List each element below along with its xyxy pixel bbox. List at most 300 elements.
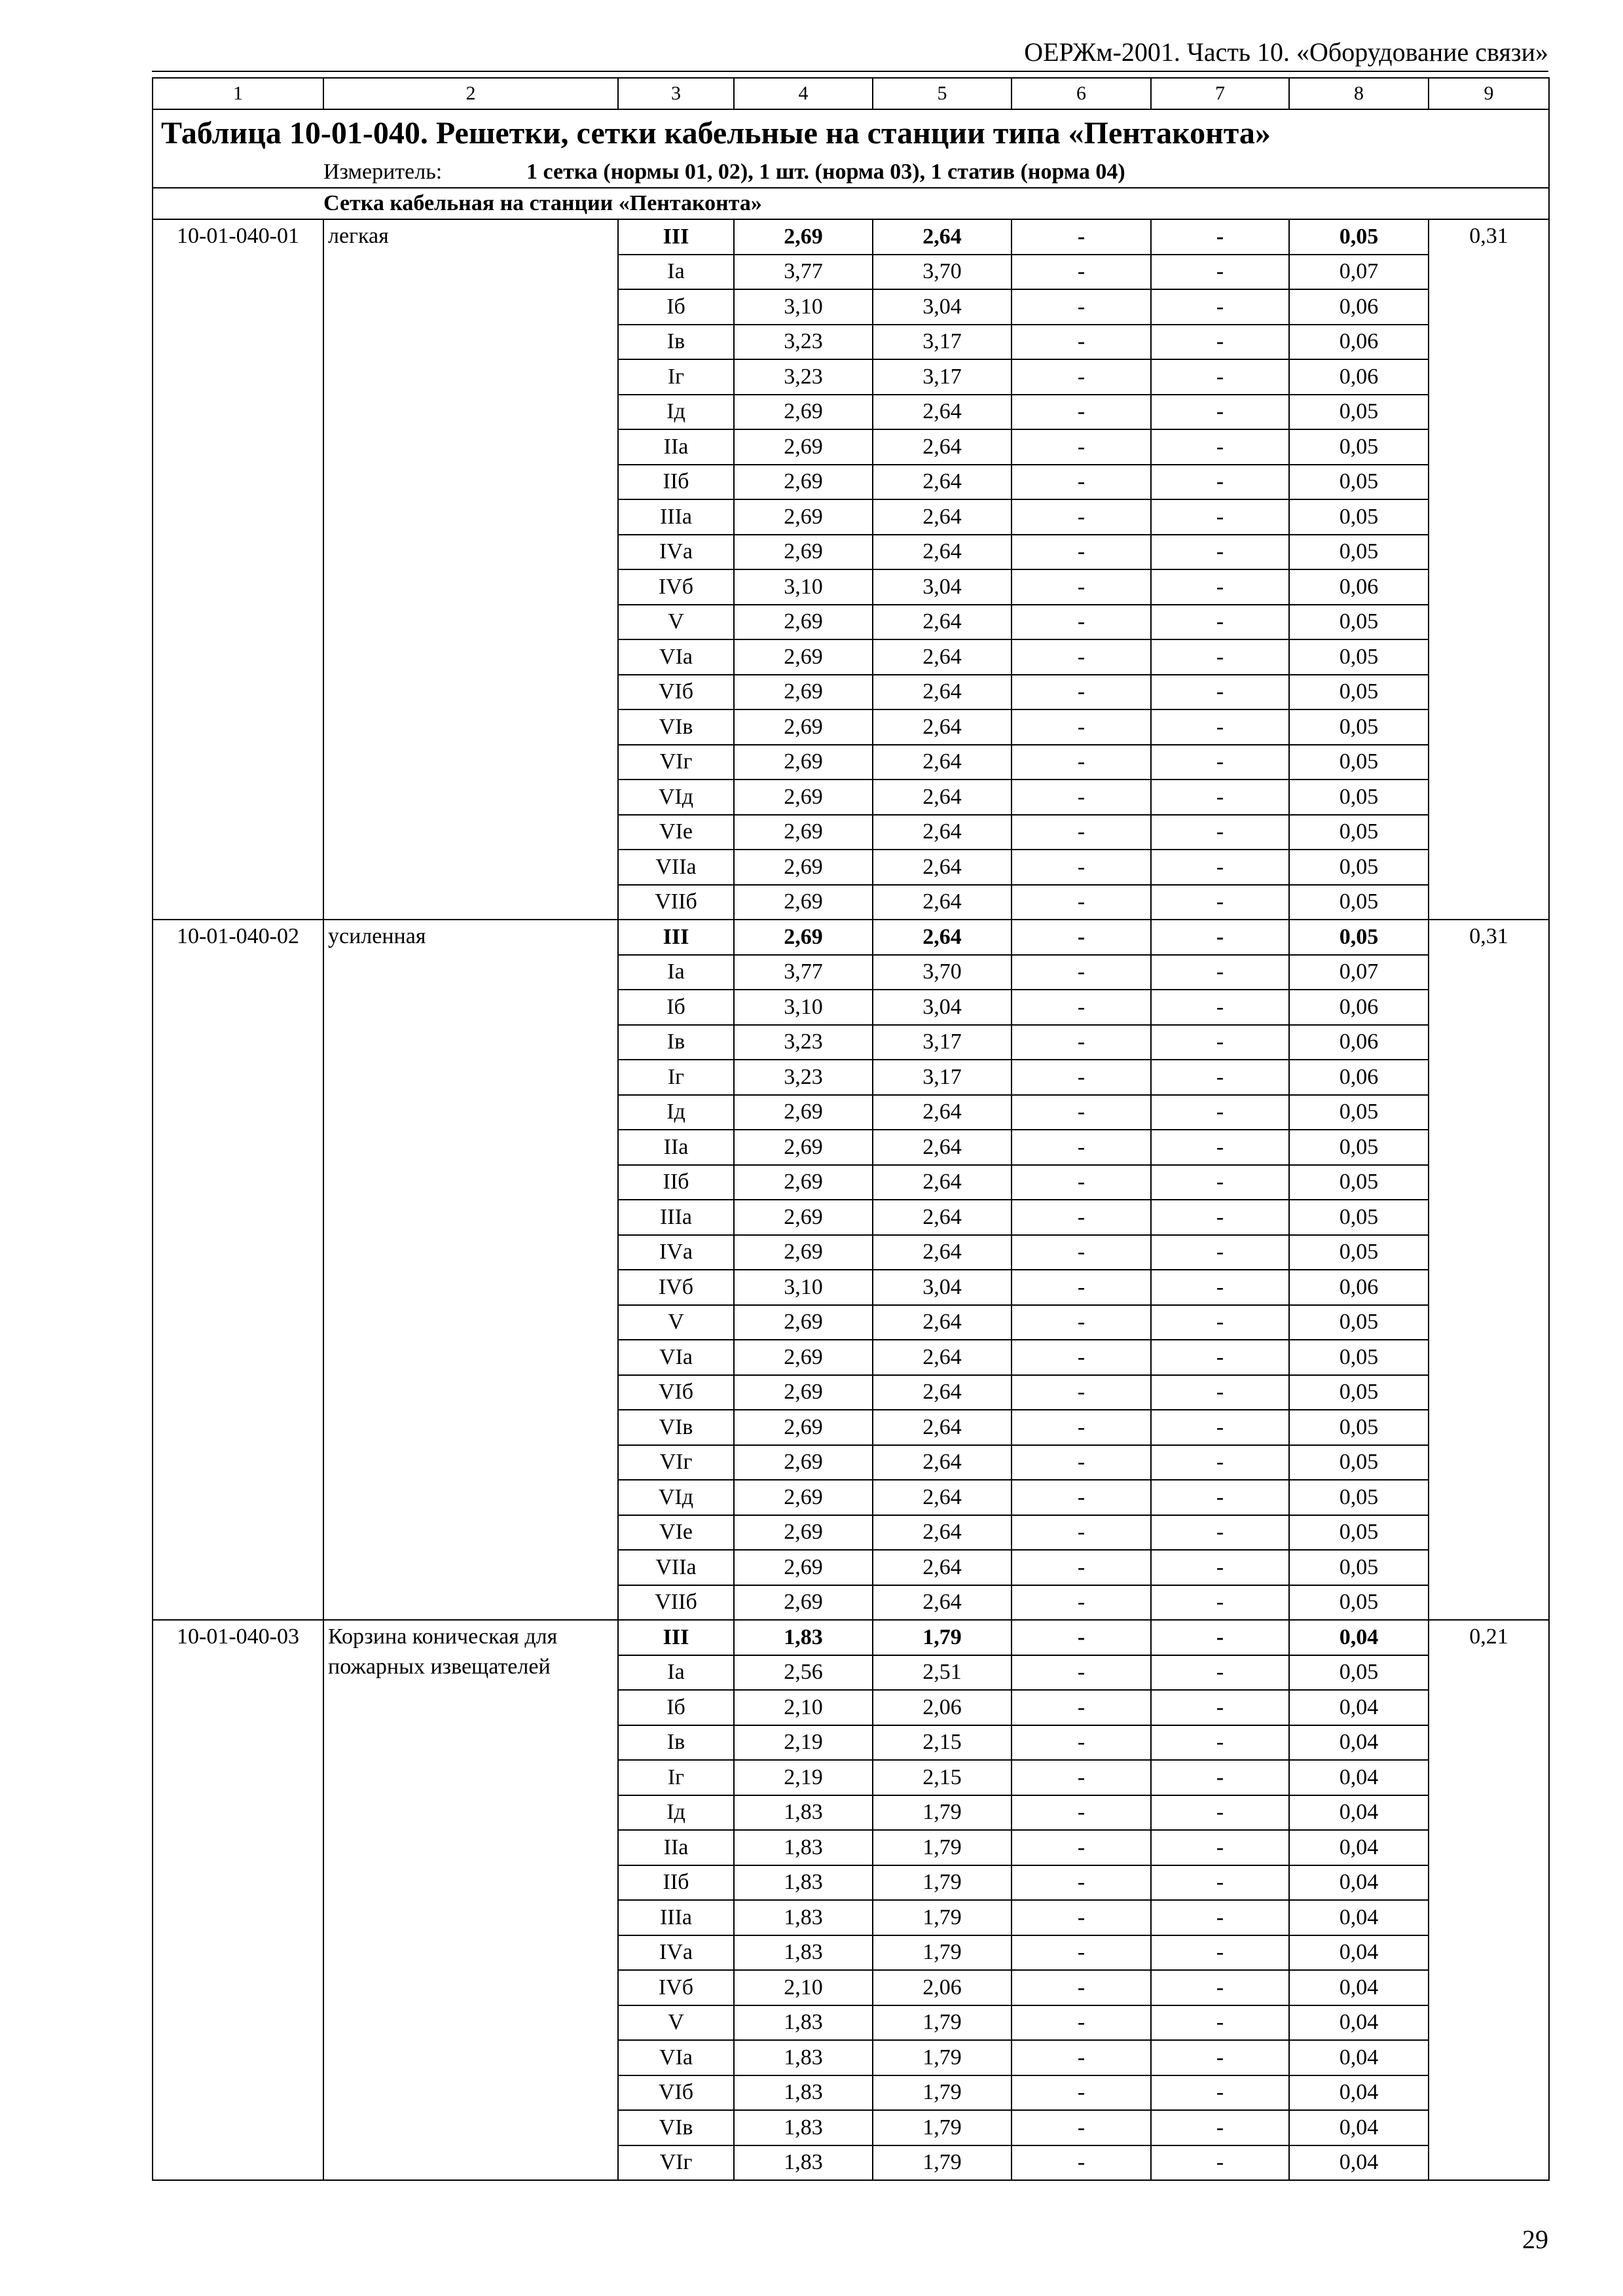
col4-cell: 2,10 [734, 1970, 873, 2005]
col8-cell: 0,05 [1289, 1095, 1429, 1130]
col5-cell: 2,64 [873, 1515, 1012, 1551]
col4-cell: 2,69 [734, 465, 873, 500]
col8-cell: 0,04 [1289, 1760, 1429, 1795]
col6-cell: - [1012, 1375, 1151, 1410]
zone-cell: VIIа [618, 850, 734, 885]
col4-cell: 2,69 [734, 1375, 873, 1410]
col6-cell: - [1012, 885, 1151, 920]
col4-cell: 2,69 [734, 1235, 873, 1270]
col7-cell: - [1151, 1130, 1289, 1165]
col8-cell: 0,04 [1289, 2040, 1429, 2075]
col5-cell: 2,64 [873, 465, 1012, 500]
table-title: Таблица 10-01-040. Решетки, сетки кабельные на станции типа «Пентаконта» [153, 109, 1549, 157]
col7-cell: - [1151, 1480, 1289, 1515]
column-number: 2 [323, 78, 618, 109]
zone-cell: VIIа [618, 1550, 734, 1585]
col5-cell: 2,64 [873, 1340, 1012, 1375]
col4-cell: 2,69 [734, 639, 873, 675]
zone-cell: Iа [618, 1655, 734, 1691]
col7-cell: - [1151, 569, 1289, 605]
col4-cell: 2,10 [734, 1690, 873, 1725]
zone-cell: IIIа [618, 1900, 734, 1935]
zone-cell: VIг [618, 1445, 734, 1480]
zone-cell: Iб [618, 1690, 734, 1725]
col6-cell: - [1012, 255, 1151, 290]
col4-cell: 2,56 [734, 1655, 873, 1691]
column-number: 5 [873, 78, 1012, 109]
col7-cell: - [1151, 1025, 1289, 1060]
zone-cell: Iа [618, 255, 734, 290]
col8-cell: 0,04 [1289, 1795, 1429, 1831]
zone-cell: IIб [618, 1165, 734, 1200]
col5-cell: 2,64 [873, 745, 1012, 780]
col6-cell: - [1012, 1060, 1151, 1095]
col7-cell: - [1151, 850, 1289, 885]
col7-cell: - [1151, 1935, 1289, 1971]
zone-cell: VIIб [618, 885, 734, 920]
col8-cell: 0,05 [1289, 885, 1429, 920]
col5-cell: 3,70 [873, 255, 1012, 290]
section-spacer [153, 188, 323, 219]
col7-cell: - [1151, 1585, 1289, 1621]
col8-cell: 0,04 [1289, 1900, 1429, 1935]
col4-cell: 1,83 [734, 1865, 873, 1901]
column-number: 1 [153, 78, 323, 109]
col8-cell: 0,05 [1289, 675, 1429, 710]
col6-cell: - [1012, 639, 1151, 675]
col5-cell: 2,64 [873, 605, 1012, 640]
col7-cell: - [1151, 1340, 1289, 1375]
col5-cell: 3,17 [873, 359, 1012, 395]
zone-cell: VIв [618, 709, 734, 745]
zone-cell: VIIб [618, 1585, 734, 1621]
zone-cell: Iб [618, 289, 734, 325]
col6-cell: - [1012, 429, 1151, 465]
norm-code: 10-01-040-02 [153, 920, 323, 1620]
col6-cell: - [1012, 1340, 1151, 1375]
col6-cell: - [1012, 1725, 1151, 1761]
col7-cell: - [1151, 395, 1289, 430]
col5-cell: 1,79 [873, 1830, 1012, 1865]
col5-cell: 2,64 [873, 429, 1012, 465]
col8-cell: 0,05 [1289, 1410, 1429, 1445]
col4-cell: 2,69 [734, 920, 873, 955]
col8-cell: 0,04 [1289, 1970, 1429, 2005]
col8-cell: 0,04 [1289, 1620, 1429, 1655]
col5-cell: 1,79 [873, 2145, 1012, 2181]
zone-cell: VIб [618, 675, 734, 710]
col6-cell: - [1012, 2075, 1151, 2111]
col7-cell: - [1151, 1900, 1289, 1935]
col7-cell: - [1151, 359, 1289, 395]
measure-text: 1 сетка (нормы 01, 02), 1 шт. (норма 03), 1 статив (норма 04) [526, 160, 1125, 184]
col8-cell: 0,07 [1289, 955, 1429, 990]
col7-cell: - [1151, 1305, 1289, 1340]
zone-cell: IVа [618, 535, 734, 570]
zone-cell: Iг [618, 1060, 734, 1095]
col7-cell: - [1151, 955, 1289, 990]
col6-cell: - [1012, 2040, 1151, 2075]
col8-cell: 0,05 [1289, 1550, 1429, 1585]
col4-cell: 1,83 [734, 2005, 873, 2041]
col4-cell: 2,69 [734, 1200, 873, 1235]
col5-cell: 2,64 [873, 639, 1012, 675]
zone-cell: Iг [618, 1760, 734, 1795]
col6-cell: - [1012, 1305, 1151, 1340]
zone-cell: VIа [618, 1340, 734, 1375]
col4-cell: 2,69 [734, 499, 873, 535]
col4-cell: 2,69 [734, 395, 873, 430]
zone-cell: IIа [618, 429, 734, 465]
zone-cell: VIе [618, 1515, 734, 1551]
col7-cell: - [1151, 815, 1289, 850]
col7-cell: - [1151, 605, 1289, 640]
zone-cell: VIб [618, 2075, 734, 2111]
col7-cell: - [1151, 1515, 1289, 1551]
col7-cell: - [1151, 1690, 1289, 1725]
col8-cell: 0,04 [1289, 1830, 1429, 1865]
zone-cell: VIа [618, 2040, 734, 2075]
zone-cell: IVа [618, 1935, 734, 1971]
col6-cell: - [1012, 745, 1151, 780]
col6-cell: - [1012, 1130, 1151, 1165]
col5-cell: 3,17 [873, 1025, 1012, 1060]
col7-cell: - [1151, 465, 1289, 500]
col4-cell: 2,69 [734, 885, 873, 920]
col8-cell: 0,05 [1289, 499, 1429, 535]
col8-cell: 0,05 [1289, 1515, 1429, 1551]
page-number: 29 [1522, 2225, 1548, 2254]
col4-cell: 2,69 [734, 1515, 873, 1551]
col5-cell: 2,64 [873, 535, 1012, 570]
col5-cell: 1,79 [873, 1865, 1012, 1901]
norm-code: 10-01-040-03 [153, 1620, 323, 2180]
col6-cell: - [1012, 1550, 1151, 1585]
col5-cell: 2,64 [873, 499, 1012, 535]
col4-cell: 1,83 [734, 1620, 873, 1655]
col8-cell: 0,05 [1289, 920, 1429, 955]
col8-cell: 0,06 [1289, 1025, 1429, 1060]
col5-cell: 2,64 [873, 920, 1012, 955]
col4-cell: 1,83 [734, 1830, 873, 1865]
col6-cell: - [1012, 1515, 1151, 1551]
section-row [153, 188, 1549, 219]
col8-cell: 0,05 [1289, 219, 1429, 255]
col5-cell: 2,64 [873, 1200, 1012, 1235]
col6-cell: - [1012, 1655, 1151, 1691]
col7-cell: - [1151, 1970, 1289, 2005]
col7-cell: - [1151, 990, 1289, 1025]
col5-cell: 2,64 [873, 885, 1012, 920]
col7-cell: - [1151, 289, 1289, 325]
col6-cell: - [1012, 535, 1151, 570]
zone-cell: III [618, 1620, 734, 1655]
zone-cell: IIIа [618, 499, 734, 535]
col6-cell: - [1012, 709, 1151, 745]
col7-cell: - [1151, 535, 1289, 570]
col4-cell: 2,69 [734, 745, 873, 780]
col4-cell: 2,69 [734, 1165, 873, 1200]
col8-cell: 0,06 [1289, 359, 1429, 395]
col5-cell: 1,79 [873, 1795, 1012, 1831]
table-row [153, 1620, 1549, 1655]
col4-cell: 2,69 [734, 675, 873, 710]
col6-cell: - [1012, 1830, 1151, 1865]
zone-cell: Iв [618, 1725, 734, 1761]
col5-cell: 2,64 [873, 850, 1012, 885]
zone-cell: IIб [618, 465, 734, 500]
zone-cell: VIд [618, 1480, 734, 1515]
col6-cell: - [1012, 2005, 1151, 2041]
col7-cell: - [1151, 745, 1289, 780]
col6-cell: - [1012, 920, 1151, 955]
col5-cell: 3,70 [873, 955, 1012, 990]
col5-cell: 2,64 [873, 815, 1012, 850]
col4-cell: 2,69 [734, 429, 873, 465]
zone-cell: VIд [618, 780, 734, 815]
col4-cell: 1,83 [734, 1935, 873, 1971]
col8-cell: 0,05 [1289, 1585, 1429, 1621]
col4-cell: 3,77 [734, 955, 873, 990]
col8-cell: 0,05 [1289, 1480, 1429, 1515]
zone-cell: Iв [618, 325, 734, 360]
col6-cell: - [1012, 289, 1151, 325]
col8-cell: 0,05 [1289, 465, 1429, 500]
zone-cell: III [618, 219, 734, 255]
col8-cell: 0,05 [1289, 1655, 1429, 1691]
col8-cell: 0,05 [1289, 780, 1429, 815]
col5-cell: 2,64 [873, 1130, 1012, 1165]
zone-cell: IIIа [618, 1200, 734, 1235]
col4-cell: 3,23 [734, 1025, 873, 1060]
col8-cell: 0,05 [1289, 815, 1429, 850]
column-number: 3 [618, 78, 734, 109]
col4-cell: 2,69 [734, 1130, 873, 1165]
col6-cell: - [1012, 465, 1151, 500]
col7-cell: - [1151, 219, 1289, 255]
norm-name: легкая [323, 219, 618, 920]
table-title-row [153, 109, 1549, 157]
zone-cell: IVа [618, 1235, 734, 1270]
col7-cell: - [1151, 1165, 1289, 1200]
col6-cell: - [1012, 815, 1151, 850]
col5-cell: 3,04 [873, 569, 1012, 605]
norm-name: Корзина коническая для пожарных извещателей [323, 1620, 618, 2180]
column-number: 6 [1012, 78, 1151, 109]
measure-cell [323, 157, 1549, 188]
col8-cell: 0,06 [1289, 569, 1429, 605]
col4-cell: 2,69 [734, 1340, 873, 1375]
col4-cell: 2,69 [734, 1550, 873, 1585]
col7-cell: - [1151, 325, 1289, 360]
col7-cell: - [1151, 920, 1289, 955]
col8-cell: 0,05 [1289, 395, 1429, 430]
col6-cell: - [1012, 1200, 1151, 1235]
col4-cell: 2,69 [734, 1095, 873, 1130]
column-number-row [153, 78, 1549, 109]
col6-cell: - [1012, 359, 1151, 395]
col8-cell: 0,05 [1289, 1165, 1429, 1200]
col5-cell: 3,04 [873, 990, 1012, 1025]
col7-cell: - [1151, 885, 1289, 920]
measure-spacer [153, 157, 323, 188]
col8-cell: 0,05 [1289, 1445, 1429, 1480]
col8-cell: 0,05 [1289, 1130, 1429, 1165]
col8-cell: 0,04 [1289, 1935, 1429, 1971]
col6-cell: - [1012, 1270, 1151, 1305]
col6-cell: - [1012, 1690, 1151, 1725]
col7-cell: - [1151, 2040, 1289, 2075]
col5-cell: 2,06 [873, 1690, 1012, 1725]
col8-cell: 0,06 [1289, 1060, 1429, 1095]
col7-cell: - [1151, 1270, 1289, 1305]
col4-cell: 1,83 [734, 2145, 873, 2181]
col7-cell: - [1151, 1620, 1289, 1655]
col7-cell: - [1151, 780, 1289, 815]
zone-cell: Iг [618, 359, 734, 395]
col7-cell: - [1151, 1200, 1289, 1235]
col6-cell: - [1012, 1095, 1151, 1130]
col7-cell: - [1151, 1410, 1289, 1445]
col8-cell: 0,04 [1289, 2110, 1429, 2145]
col7-cell: - [1151, 1550, 1289, 1585]
col5-cell: 2,64 [873, 1585, 1012, 1621]
col5-cell: 2,64 [873, 219, 1012, 255]
col6-cell: - [1012, 219, 1151, 255]
col6-cell: - [1012, 605, 1151, 640]
table-row [153, 219, 1549, 255]
col8-cell: 0,05 [1289, 850, 1429, 885]
col7-cell: - [1151, 2145, 1289, 2181]
col6-cell: - [1012, 499, 1151, 535]
col8-cell: 0,05 [1289, 639, 1429, 675]
col6-cell: - [1012, 675, 1151, 710]
col5-cell: 3,17 [873, 325, 1012, 360]
col5-cell: 2,15 [873, 1760, 1012, 1795]
col5-cell: 1,79 [873, 1620, 1012, 1655]
zone-cell: IIб [618, 1865, 734, 1901]
norm-total: 0,21 [1429, 1620, 1549, 2180]
col8-cell: 0,06 [1289, 1270, 1429, 1305]
zone-cell: VIг [618, 2145, 734, 2181]
col8-cell: 0,04 [1289, 2145, 1429, 2181]
col4-cell: 3,23 [734, 359, 873, 395]
col4-cell: 3,10 [734, 1270, 873, 1305]
col5-cell: 3,04 [873, 289, 1012, 325]
col8-cell: 0,05 [1289, 709, 1429, 745]
col8-cell: 0,04 [1289, 1865, 1429, 1901]
col4-cell: 2,69 [734, 850, 873, 885]
col4-cell: 2,69 [734, 1585, 873, 1621]
col8-cell: 0,05 [1289, 745, 1429, 780]
col5-cell: 2,64 [873, 1165, 1012, 1200]
col5-cell: 2,06 [873, 1970, 1012, 2005]
col8-cell: 0,04 [1289, 1725, 1429, 1761]
col5-cell: 2,64 [873, 395, 1012, 430]
zone-cell: VIг [618, 745, 734, 780]
zone-cell: Iв [618, 1025, 734, 1060]
col6-cell: - [1012, 2145, 1151, 2181]
col6-cell: - [1012, 1235, 1151, 1270]
col7-cell: - [1151, 1725, 1289, 1761]
header-rule [152, 71, 1548, 72]
zone-cell: V [618, 605, 734, 640]
col8-cell: 0,06 [1289, 990, 1429, 1025]
col5-cell: 2,64 [873, 780, 1012, 815]
col6-cell: - [1012, 1480, 1151, 1515]
col6-cell: - [1012, 1865, 1151, 1901]
col7-cell: - [1151, 429, 1289, 465]
col4-cell: 2,69 [734, 219, 873, 255]
col6-cell: - [1012, 1620, 1151, 1655]
col8-cell: 0,05 [1289, 1305, 1429, 1340]
col5-cell: 3,04 [873, 1270, 1012, 1305]
zone-cell: IIа [618, 1830, 734, 1865]
col5-cell: 2,15 [873, 1725, 1012, 1761]
col8-cell: 0,05 [1289, 1340, 1429, 1375]
col8-cell: 0,04 [1289, 2075, 1429, 2111]
zone-cell: IVб [618, 569, 734, 605]
col4-cell: 3,23 [734, 325, 873, 360]
col8-cell: 0,05 [1289, 605, 1429, 640]
zone-cell: VIв [618, 2110, 734, 2145]
col8-cell: 0,06 [1289, 289, 1429, 325]
col8-cell: 0,05 [1289, 429, 1429, 465]
col7-cell: - [1151, 1235, 1289, 1270]
col7-cell: - [1151, 1655, 1289, 1691]
col8-cell: 0,04 [1289, 2005, 1429, 2041]
col6-cell: - [1012, 569, 1151, 605]
col5-cell: 2,64 [873, 675, 1012, 710]
col7-cell: - [1151, 499, 1289, 535]
section-title: Сетка кабельная на станции «Пентаконта» [323, 188, 1549, 219]
zone-cell: VIе [618, 815, 734, 850]
col8-cell: 0,05 [1289, 1375, 1429, 1410]
col5-cell: 1,79 [873, 2005, 1012, 2041]
col5-cell: 2,64 [873, 1550, 1012, 1585]
col5-cell: 1,79 [873, 1900, 1012, 1935]
col5-cell: 1,79 [873, 2040, 1012, 2075]
norm-total: 0,31 [1429, 920, 1549, 1620]
zone-cell: IVб [618, 1270, 734, 1305]
col8-cell: 0,06 [1289, 325, 1429, 360]
col4-cell: 1,83 [734, 1900, 873, 1935]
col6-cell: - [1012, 1410, 1151, 1445]
col4-cell: 2,69 [734, 535, 873, 570]
col7-cell: - [1151, 2110, 1289, 2145]
col4-cell: 3,10 [734, 990, 873, 1025]
col6-cell: - [1012, 1165, 1151, 1200]
col6-cell: - [1012, 1935, 1151, 1971]
col6-cell: - [1012, 1585, 1151, 1621]
col4-cell: 3,77 [734, 255, 873, 290]
col6-cell: - [1012, 325, 1151, 360]
col7-cell: - [1151, 2005, 1289, 2041]
rates-table [152, 77, 1550, 2181]
zone-cell: Iд [618, 395, 734, 430]
zone-cell: Iд [618, 1795, 734, 1831]
measure-row [153, 157, 1549, 188]
col4-cell: 3,10 [734, 569, 873, 605]
col7-cell: - [1151, 709, 1289, 745]
col5-cell: 2,64 [873, 1480, 1012, 1515]
col6-cell: - [1012, 990, 1151, 1025]
col8-cell: 0,05 [1289, 1235, 1429, 1270]
zone-cell: V [618, 1305, 734, 1340]
col7-cell: - [1151, 1060, 1289, 1095]
col7-cell: - [1151, 1445, 1289, 1480]
zone-cell: Iб [618, 990, 734, 1025]
